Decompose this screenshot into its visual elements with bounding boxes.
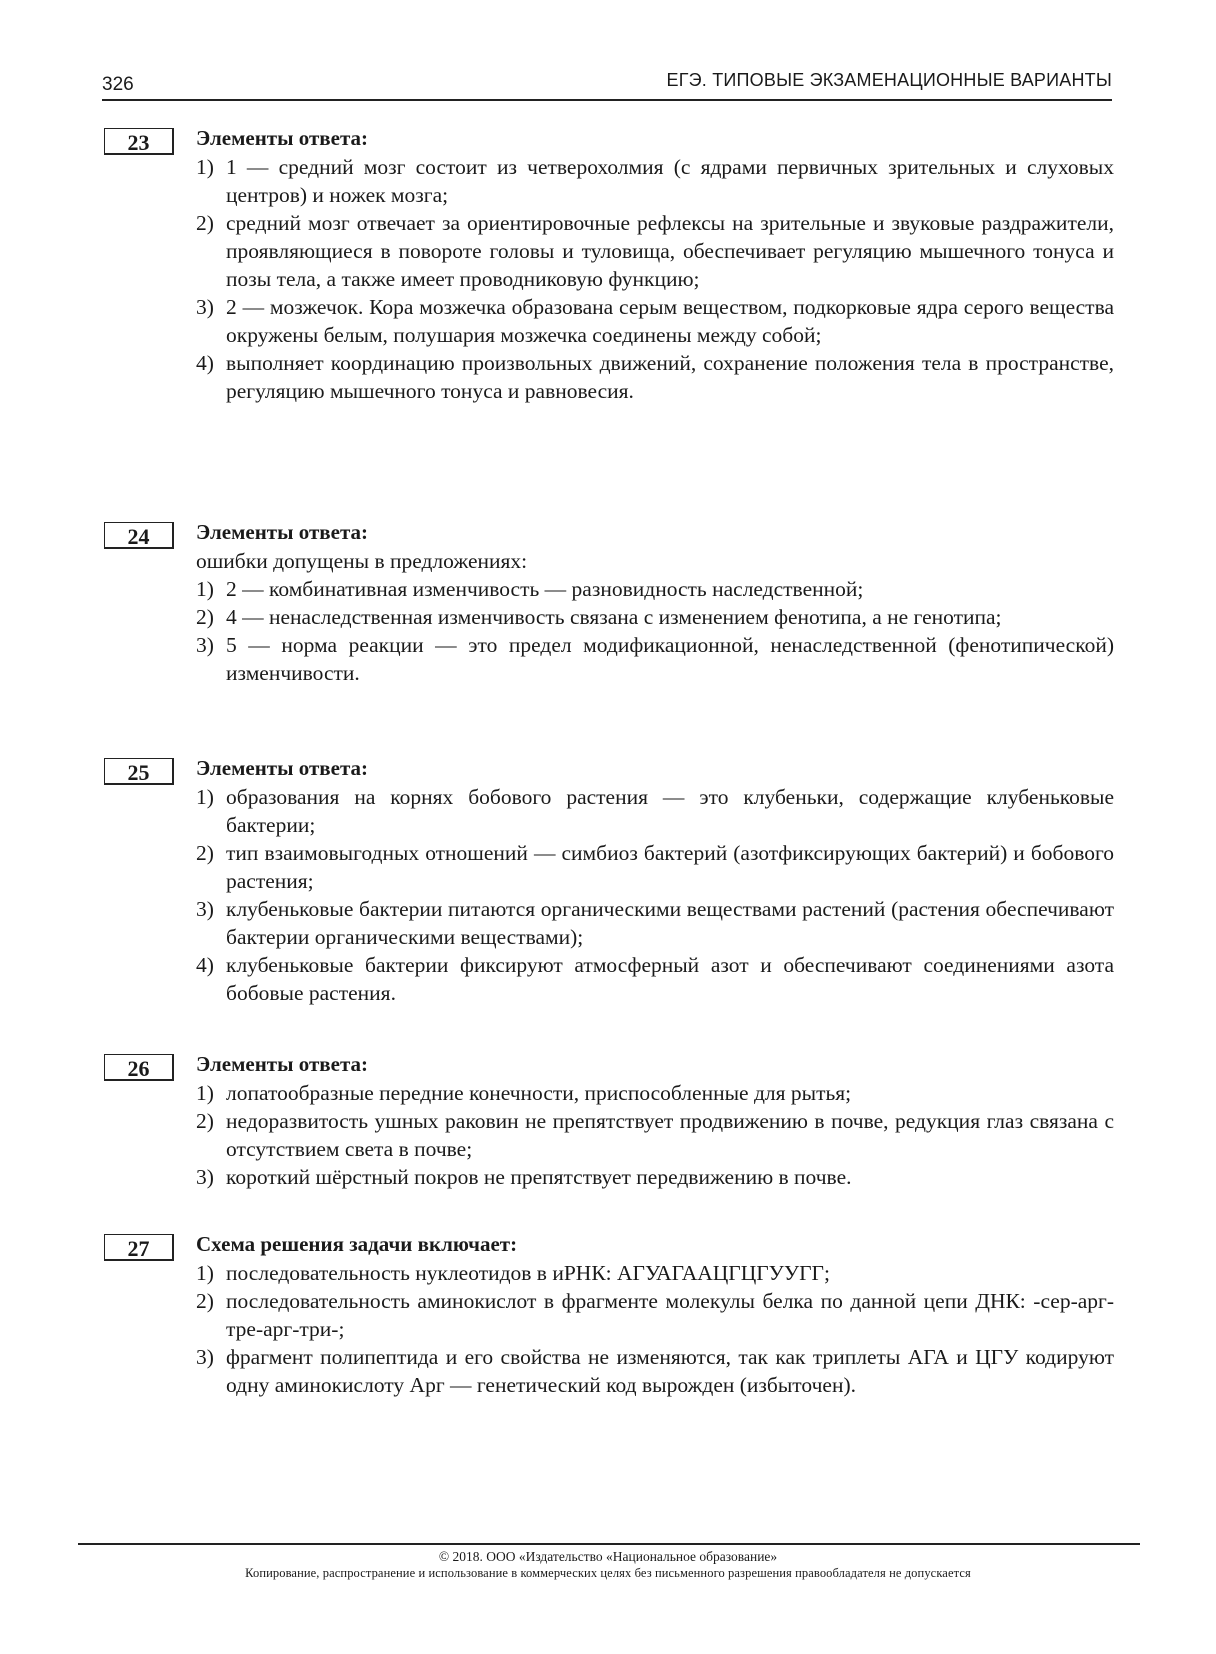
item-number: 2) <box>196 211 214 235</box>
answer-list <box>196 783 1114 1007</box>
task-number-box: 26 <box>104 1054 174 1081</box>
item-text: образования на корнях бобового растения — это клубеньки, содержащие клубеньковые бактерии; <box>226 785 1114 837</box>
item-text: средний мозг отвечает за ориентировочные рефлексы на зрительные и звуковые раздражители, проявляющиеся в повороте головы и туловища, обеспечивает регуляцию мышечного тонуса и позы тела, а также имеет проводниковую функцию; <box>226 211 1114 291</box>
answer-section-24 <box>104 518 1114 687</box>
list-item <box>196 575 1114 603</box>
copyright-notice: Копирование, распространение и использование в коммерческих целях без письменного разрешения правообладателя не допускается <box>245 1566 971 1580</box>
task-number-box: 23 <box>104 128 174 155</box>
item-number: 1) <box>196 1261 214 1285</box>
list-item <box>196 349 1114 405</box>
item-number: 1) <box>196 155 214 179</box>
answer-section-26 <box>104 1050 1114 1191</box>
task-number-box: 24 <box>104 522 174 549</box>
item-text: 4 — ненаследственная изменчивость связана с изменением фенотипа, а не генотипа; <box>226 605 1002 629</box>
answer-list <box>196 1259 1114 1399</box>
list-item <box>196 631 1114 687</box>
item-number: 2) <box>196 1289 214 1313</box>
item-text: клубеньковые бактерии питаются органическими веществами растений (растения обеспечивают бактерии органическими веществами); <box>226 897 1114 949</box>
list-item <box>196 1107 1114 1163</box>
section-heading: Схема решения задачи включает: <box>196 1232 518 1256</box>
item-number: 1) <box>196 785 214 809</box>
item-text: 1 — средний мозг состоит из четверохолмия (с ядрами первичных зрительных и слуховых центров) и ножек мозга; <box>226 155 1114 207</box>
item-text: 2 — мозжечок. Кора мозжечка образована серым веществом, подкорковые ядра серого вещества окружены белым, полушария мозжечка соединены между собой; <box>226 295 1114 347</box>
answer-list <box>196 153 1114 405</box>
answer-section-23 <box>104 124 1114 405</box>
list-item <box>196 1259 1114 1287</box>
answer-section-27 <box>104 1230 1114 1399</box>
list-item <box>196 951 1114 1007</box>
item-number: 3) <box>196 295 214 319</box>
item-number: 4) <box>196 953 214 977</box>
list-item <box>196 1079 1114 1107</box>
item-text: тип взаимовыгодных отношений — симбиоз бактерий (азотфиксирующих бактерий) и бобового растения; <box>226 841 1114 893</box>
section-heading: Элементы ответа: <box>196 520 369 544</box>
item-number: 2) <box>196 605 214 629</box>
section-intro: ошибки допущены в предложениях: <box>196 549 528 573</box>
list-item <box>196 209 1114 293</box>
item-text: фрагмент полипептида и его свойства не изменяются, так как триплеты АГА и ЦГУ кодируют одну аминокислоту Арг — генетический код вырожден (избыточен). <box>226 1345 1114 1397</box>
list-item <box>196 1343 1114 1399</box>
item-text: 2 — комбинативная изменчивость — разновидность наследственной; <box>226 577 864 601</box>
item-text: выполняет координацию произвольных движений, сохранение положения тела в пространстве, регуляцию мышечного тонуса и равновесия. <box>226 351 1114 403</box>
item-number: 3) <box>196 1345 214 1369</box>
list-item <box>196 293 1114 349</box>
item-text: 5 — норма реакции — это предел модификационной, ненаследственной (фенотипической) изменчивости. <box>226 633 1114 685</box>
item-text: недоразвитость ушных раковин не препятствует продвижению в почве, редукция глаз связана с отсутствием света в почве; <box>226 1109 1114 1161</box>
list-item <box>196 603 1114 631</box>
item-number: 1) <box>196 1081 214 1105</box>
footer-rule <box>78 1543 1140 1545</box>
list-item <box>196 1287 1114 1343</box>
answer-list <box>196 1079 1114 1191</box>
item-number: 2) <box>196 1109 214 1133</box>
answer-section-25 <box>104 754 1114 1007</box>
item-number: 2) <box>196 841 214 865</box>
item-text: последовательность аминокислот в фрагменте молекулы белка по данной цепи ДНК: -сер-арг-тре-арг-три-; <box>226 1289 1114 1341</box>
item-number: 3) <box>196 1165 214 1189</box>
item-number: 4) <box>196 351 214 375</box>
item-text: короткий шёрстный покров не препятствует передвижению в почве. <box>226 1165 852 1189</box>
header-rule <box>102 99 1112 101</box>
list-item <box>196 895 1114 951</box>
list-item <box>196 839 1114 895</box>
item-text: лопатообразные передние конечности, приспособленные для рытья; <box>226 1081 852 1105</box>
list-item <box>196 1163 1114 1191</box>
page-number: 326 <box>102 74 134 95</box>
answer-list <box>196 575 1114 687</box>
section-heading: Элементы ответа: <box>196 126 369 150</box>
task-number-box: 25 <box>104 758 174 785</box>
copyright-line: © 2018. ООО «Издательство «Национальное образование» <box>438 1549 778 1564</box>
item-number: 3) <box>196 633 214 657</box>
item-number: 1) <box>196 577 214 601</box>
list-item <box>196 153 1114 209</box>
item-text: последовательность нуклеотидов в иРНК: АГУАГААЦГЦГУУГГ; <box>226 1261 830 1285</box>
task-number-box: 27 <box>104 1234 174 1261</box>
section-heading: Элементы ответа: <box>196 756 369 780</box>
section-heading: Элементы ответа: <box>196 1052 369 1076</box>
item-text: клубеньковые бактерии фиксируют атмосферный азот и обеспечивают соединениями азота бобовые растения. <box>226 953 1114 1005</box>
running-header-title: ЕГЭ. ТИПОВЫЕ ЭКЗАМЕНАЦИОННЫЕ ВАРИАНТЫ <box>666 70 1112 90</box>
item-number: 3) <box>196 897 214 921</box>
list-item <box>196 783 1114 839</box>
